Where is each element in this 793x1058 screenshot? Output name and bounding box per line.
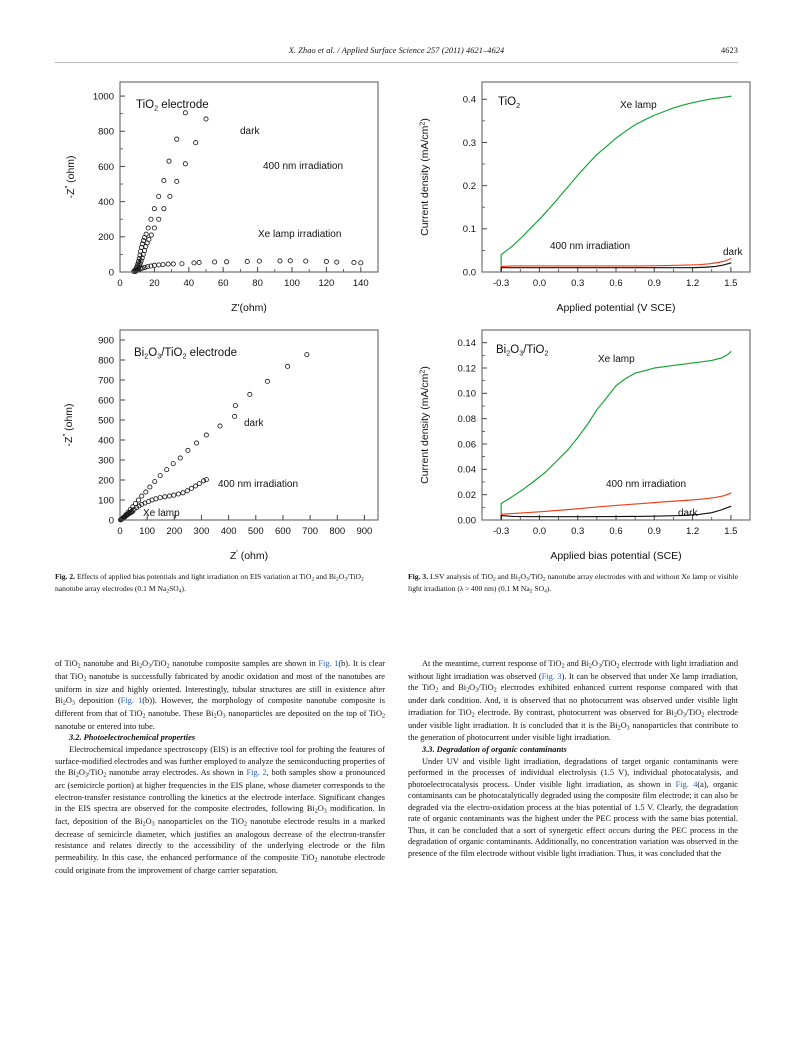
data-point bbox=[233, 414, 237, 418]
x-tick-label: 900 bbox=[356, 526, 373, 537]
link-fig3[interactable]: Fig. 3 bbox=[541, 671, 562, 681]
series-line bbox=[501, 352, 731, 520]
data-point bbox=[248, 392, 252, 396]
figure-3a bbox=[410, 72, 770, 317]
data-point bbox=[168, 194, 172, 198]
fig3b-svg bbox=[410, 320, 770, 565]
data-point bbox=[171, 262, 175, 266]
fig3a-svg bbox=[410, 72, 770, 317]
data-point bbox=[178, 456, 182, 460]
fig3a-anno-400nm: 400 nm irradiation bbox=[550, 241, 631, 252]
data-point bbox=[157, 263, 161, 267]
y-tick-label: 0.0 bbox=[462, 267, 476, 279]
data-point bbox=[186, 448, 190, 452]
fig2b-anno-400nm: 400 nm irradiation bbox=[218, 479, 299, 490]
data-point bbox=[192, 261, 196, 265]
right-paragraph-2: Under UV and visible light irradiation, degradations of target organic contaminants were performed in the processes of individual electrolysis (1.5 V), individual photocatalysis, and photoelectrocatalysis process. Under visible light irradiation, as shown in Fig. 4(a), organic contaminants can be photocatalytically degraded using the composite film electrode; it can also be degraded via the electro-oxidation process at the bias potential of 1.5 V. Clearly, the degradation rate of organic contaminants was the highest under the PEC process with the same bias potential. Thus, it can be concluded that a sort of synergetic effect occurs during the PEC process in the degradation of organic contaminants. Additionally, no concentration variation was observed in the presence of the film electrode without visible light irradiation. Thus, it was concluded that the bbox=[408, 756, 739, 858]
y-tick-label: 500 bbox=[98, 415, 114, 427]
x-tick-label: -0.3 bbox=[492, 526, 510, 537]
figure-2-caption-label: Fig. 2. bbox=[55, 572, 76, 581]
x-tick-label: 1.2 bbox=[685, 526, 700, 537]
y-tick-label: 600 bbox=[98, 161, 114, 173]
figure-2a bbox=[58, 72, 398, 317]
x-tick-label: 0.0 bbox=[532, 278, 547, 289]
data-point bbox=[245, 259, 249, 263]
x-tick-label: 0.6 bbox=[609, 278, 623, 289]
y-tick-label: 600 bbox=[98, 395, 114, 407]
x-tick-label: 0.9 bbox=[647, 278, 661, 289]
y-tick-label: 0.02 bbox=[457, 490, 476, 502]
x-tick-label: 80 bbox=[252, 278, 263, 289]
x-tick-label: 800 bbox=[329, 526, 346, 537]
figure-3-caption-label: Fig. 3. bbox=[408, 572, 429, 581]
fig2a-anno-400nm: 400 nm irradiation bbox=[263, 161, 344, 172]
x-tick-label: 1.5 bbox=[724, 526, 738, 537]
fig2b-ylabel: -Z″ (ohm) bbox=[62, 403, 75, 447]
data-point bbox=[158, 496, 162, 500]
data-point bbox=[352, 260, 356, 264]
data-point bbox=[176, 492, 180, 496]
x-tick-label: 140 bbox=[352, 278, 369, 289]
data-point bbox=[162, 178, 166, 182]
data-point bbox=[180, 262, 184, 266]
data-point bbox=[166, 262, 170, 266]
data-point bbox=[146, 226, 150, 230]
x-tick-label: 200 bbox=[166, 526, 183, 537]
y-tick-label: 0.14 bbox=[457, 338, 476, 350]
body-column-left bbox=[55, 658, 385, 876]
data-point bbox=[140, 494, 144, 498]
data-point bbox=[189, 486, 193, 490]
data-point bbox=[153, 480, 157, 484]
fig3a-anno-dark: dark bbox=[723, 247, 743, 258]
data-point bbox=[171, 462, 175, 466]
link-fig2[interactable]: Fig. 2 bbox=[246, 768, 267, 778]
x-tick-label: 1.2 bbox=[685, 278, 700, 289]
data-point bbox=[233, 404, 237, 408]
data-point bbox=[225, 260, 229, 264]
data-point bbox=[183, 162, 187, 166]
data-point bbox=[194, 441, 198, 445]
x-tick-label: 0 bbox=[117, 278, 123, 289]
body-column-right bbox=[408, 658, 738, 860]
data-point bbox=[204, 433, 208, 437]
data-point bbox=[157, 194, 161, 198]
x-tick-label: 0.9 bbox=[647, 526, 661, 537]
y-tick-label: 0.3 bbox=[462, 137, 476, 149]
data-point bbox=[218, 424, 222, 428]
data-point bbox=[158, 474, 162, 478]
x-tick-label: 0 bbox=[117, 526, 123, 537]
y-tick-label: 200 bbox=[98, 232, 114, 244]
y-tick-label: 0 bbox=[108, 515, 114, 527]
fig3a-title: TiO$_2$ bbox=[498, 96, 521, 110]
section-heading-3-3: 3.3. Degradation of organic contaminants bbox=[422, 744, 567, 754]
data-point bbox=[149, 217, 153, 221]
header-rule bbox=[55, 62, 738, 63]
x-tick-label: 60 bbox=[217, 278, 229, 289]
data-point bbox=[197, 482, 201, 486]
data-point bbox=[152, 207, 156, 211]
data-point bbox=[278, 259, 282, 263]
left-paragraph-1: of TiO$_2$ nanotube and $Bi_2O_3/TiO_2$ nanotube composite samples are shown in Fig. 1(b). It is clear that TiO$_2$ nanotube is successfully fabricated by anodic oxidation and most of the nanotubes are uniform in size and highly oriented. Interestingly, tubular structures are still in existence after $Bi_2O_3$ deposition (Fig. 1(b)). However, the morphology of composite nanotube composite is different from that of TiO$_2$ nanotube. These $Bi_2O_3$ nanoparticles are deposited on the top of TiO$_2$ nanotube or entered into tube. bbox=[55, 659, 385, 731]
data-point bbox=[304, 259, 308, 263]
fig3b-xlabel: Applied bias potential (SCE) bbox=[550, 550, 682, 562]
y-tick-label: 300 bbox=[98, 455, 114, 467]
fig2a-title: TiO$_2$ electrode bbox=[136, 99, 209, 113]
x-tick-label: 600 bbox=[275, 526, 291, 537]
data-point bbox=[359, 261, 363, 265]
fig3b-anno-dark: dark bbox=[678, 508, 698, 519]
data-point bbox=[162, 207, 166, 211]
data-point bbox=[183, 111, 187, 115]
y-tick-label: 800 bbox=[98, 355, 114, 367]
y-tick-label: 0.1 bbox=[462, 224, 476, 236]
fig2b-svg bbox=[58, 320, 398, 565]
y-tick-label: 400 bbox=[98, 197, 114, 209]
y-tick-label: 0.2 bbox=[462, 181, 476, 193]
y-tick-label: 800 bbox=[98, 126, 114, 138]
data-point bbox=[163, 495, 167, 499]
fig2b-title: $Bi_2O_3/TiO_2$ electrode bbox=[134, 347, 237, 361]
fig3a-xlabel: Applied potential (V SCE) bbox=[556, 302, 676, 314]
link-fig1b-b[interactable]: Fig. 1 bbox=[120, 696, 143, 706]
left-paragraph-2: Electrochemical impedance spectroscopy (EIS) is an effective tool for probing the features of surface-modified electrodes and was further employed to analyze the semiconducting properties of the $Bi_2O_3/TiO_2$ nanotube array electrodes. As shown in Fig. 2, both samples show a pronounced arc (semicircle portion) at higher frequencies in the EIS plane, whose diameter corresponds to the electron-transfer resistance controlling the kinetics at the electrode interface. Significant changes in the EIS spectra are observed for the composite electrodes, following $Bi_2O_3$ modification. In fact, deposition of the $Bi_2O_3$ nanoparticles on the TiO$_2$ nanotube electrode results in a marked decrease of semicircle diameter, which justifies an analogous decrease of the electron-transfer resistance and relates directly to the accessibility of the underlying electrode or the film permeability. In this case, the enhanced performance of the composite TiO$_2$ nanotube electrode could originate from the improvement of charge carrier separation. bbox=[55, 745, 386, 875]
figure-2b bbox=[58, 320, 398, 565]
x-tick-label: -0.3 bbox=[492, 278, 510, 289]
y-tick-label: 100 bbox=[98, 495, 114, 507]
data-point bbox=[148, 485, 152, 489]
fig2a-ylabel: -Z″ (ohm) bbox=[64, 155, 77, 199]
data-point bbox=[157, 217, 161, 221]
data-point bbox=[213, 260, 217, 264]
y-tick-label: 200 bbox=[98, 475, 114, 487]
page-number: 4623 bbox=[721, 46, 738, 55]
data-point bbox=[161, 263, 165, 267]
link-fig4a[interactable]: Fig. 4 bbox=[675, 779, 698, 789]
data-point bbox=[324, 259, 328, 263]
x-tick-label: 300 bbox=[193, 526, 210, 537]
figures-area bbox=[0, 70, 793, 600]
figure-2-caption-text: Effects of applied bias potentials and light irradiation on EIS variation at TiO$_2$ and $Bi_2O_3/TiO_2$ nanotube array electrodes (0.1 M $Na_2SO_4$). bbox=[55, 572, 364, 595]
y-tick-label: 0.00 bbox=[457, 515, 476, 527]
section-heading-3-2: 3.2. Photoelectrochemical properties bbox=[69, 733, 196, 743]
x-tick-label: 100 bbox=[139, 526, 156, 537]
fig2a-anno-xelamp: Xe lamp irradiation bbox=[258, 229, 342, 240]
link-fig1b-a[interactable]: Fig. 1 bbox=[318, 659, 339, 668]
data-point bbox=[175, 179, 179, 183]
figure-2-caption bbox=[55, 572, 375, 596]
y-tick-label: 0.04 bbox=[457, 464, 476, 476]
fig2b-xlabel: Z′ (ohm) bbox=[229, 549, 269, 562]
data-point bbox=[152, 226, 156, 230]
y-tick-label: 700 bbox=[98, 375, 114, 387]
x-tick-label: 20 bbox=[149, 278, 160, 289]
data-point bbox=[165, 468, 169, 472]
fig2b-anno-dark: dark bbox=[244, 418, 264, 429]
data-point bbox=[288, 259, 292, 263]
running-head bbox=[55, 46, 738, 55]
right-paragraph-1: At the meantime, current response of TiO$_2$ and $Bi_2O_3/TiO_2$ electrode with light irradiation and without light irradiation was observed (Fig. 3). It can be observed that under Xe lamp irradiation, the TiO$_2$ and $Bi_2O_3/TiO_2$ electrodes exhibited enhanced current response compared with that under dark condition. And, it is observed that no photocurrent was observed under visible light irradiation for TiO$_2$ electrode. By contrast, photocurrent was observed for $Bi_2O_3/TiO_2$ electrode under visible light irradiation. It is concluded that it is the $Bi_2O_3$ nanoparticles that contribute to the generation of photocurrent under visible light irradiation. bbox=[408, 659, 738, 743]
data-point bbox=[285, 364, 289, 368]
y-tick-label: 1000 bbox=[92, 91, 114, 103]
data-point bbox=[167, 494, 171, 498]
data-point bbox=[335, 260, 339, 264]
fig3a-ylabel: Current density $(mA/cm^2)$ bbox=[417, 118, 431, 236]
running-head-citation: X. Zhao et al. / Applied Surface Science 257 (2011) 4621–4624 bbox=[288, 46, 505, 55]
y-tick-label: 0.12 bbox=[457, 363, 476, 375]
data-point bbox=[172, 493, 176, 497]
data-point bbox=[265, 379, 269, 383]
y-tick-label: 0.08 bbox=[457, 414, 476, 426]
fig3b-ylabel: Current density $(mA/cm^2)$ bbox=[417, 366, 431, 484]
figure-3-caption bbox=[408, 572, 738, 596]
x-tick-label: 0.0 bbox=[532, 526, 547, 537]
x-tick-label: 400 bbox=[220, 526, 237, 537]
data-point bbox=[257, 259, 261, 263]
y-tick-label: 0 bbox=[108, 267, 114, 279]
fig2b-anno-xelamp: Xe lamp bbox=[143, 508, 180, 519]
fig2a-anno-dark: dark bbox=[240, 126, 260, 137]
data-point bbox=[175, 137, 179, 141]
y-tick-label: 0.10 bbox=[457, 388, 476, 400]
data-point bbox=[167, 159, 171, 163]
figure-3b bbox=[410, 320, 770, 565]
x-tick-label: 0.3 bbox=[571, 526, 585, 537]
y-tick-label: 900 bbox=[98, 335, 114, 347]
x-tick-label: 0.3 bbox=[571, 278, 585, 289]
data-point bbox=[136, 498, 140, 502]
fig3b-title: $Bi_2O_3/TiO_2$ bbox=[496, 344, 549, 358]
x-tick-label: 1.5 bbox=[724, 278, 738, 289]
data-point bbox=[147, 237, 151, 241]
x-tick-label: 500 bbox=[247, 526, 264, 537]
data-point bbox=[181, 491, 185, 495]
x-tick-label: 0.6 bbox=[609, 526, 623, 537]
data-point bbox=[194, 141, 198, 145]
x-tick-label: 700 bbox=[302, 526, 319, 537]
x-tick-label: 120 bbox=[318, 278, 335, 289]
data-point bbox=[305, 353, 309, 357]
y-tick-label: 0.06 bbox=[457, 439, 476, 451]
x-tick-label: 100 bbox=[284, 278, 300, 289]
data-point bbox=[204, 117, 208, 121]
figure-3-caption-text: LSV analysis of TiO$_2$ and $Bi_2O_3/TiO_2$ nanotube array electrodes with and without Xe lamp or visible light irradiation (λ > 400 nm) (0.1 M $Na_2$ $SO_4$). bbox=[408, 572, 738, 595]
fig3a-anno-xelamp: Xe lamp bbox=[620, 100, 657, 111]
data-point bbox=[185, 489, 189, 493]
data-point bbox=[149, 233, 153, 237]
data-point bbox=[197, 260, 201, 264]
y-tick-label: 400 bbox=[98, 435, 114, 447]
x-tick-label: 40 bbox=[183, 278, 195, 289]
fig3b-anno-xelamp: Xe lamp bbox=[598, 354, 635, 365]
fig2a-xlabel: Z'(ohm) bbox=[231, 302, 267, 314]
data-point bbox=[154, 497, 158, 501]
fig3b-anno-400nm: 400 nm irradiation bbox=[606, 479, 687, 490]
data-point bbox=[144, 490, 148, 494]
fig2a-svg bbox=[58, 72, 398, 317]
y-tick-label: 0.4 bbox=[462, 94, 476, 106]
